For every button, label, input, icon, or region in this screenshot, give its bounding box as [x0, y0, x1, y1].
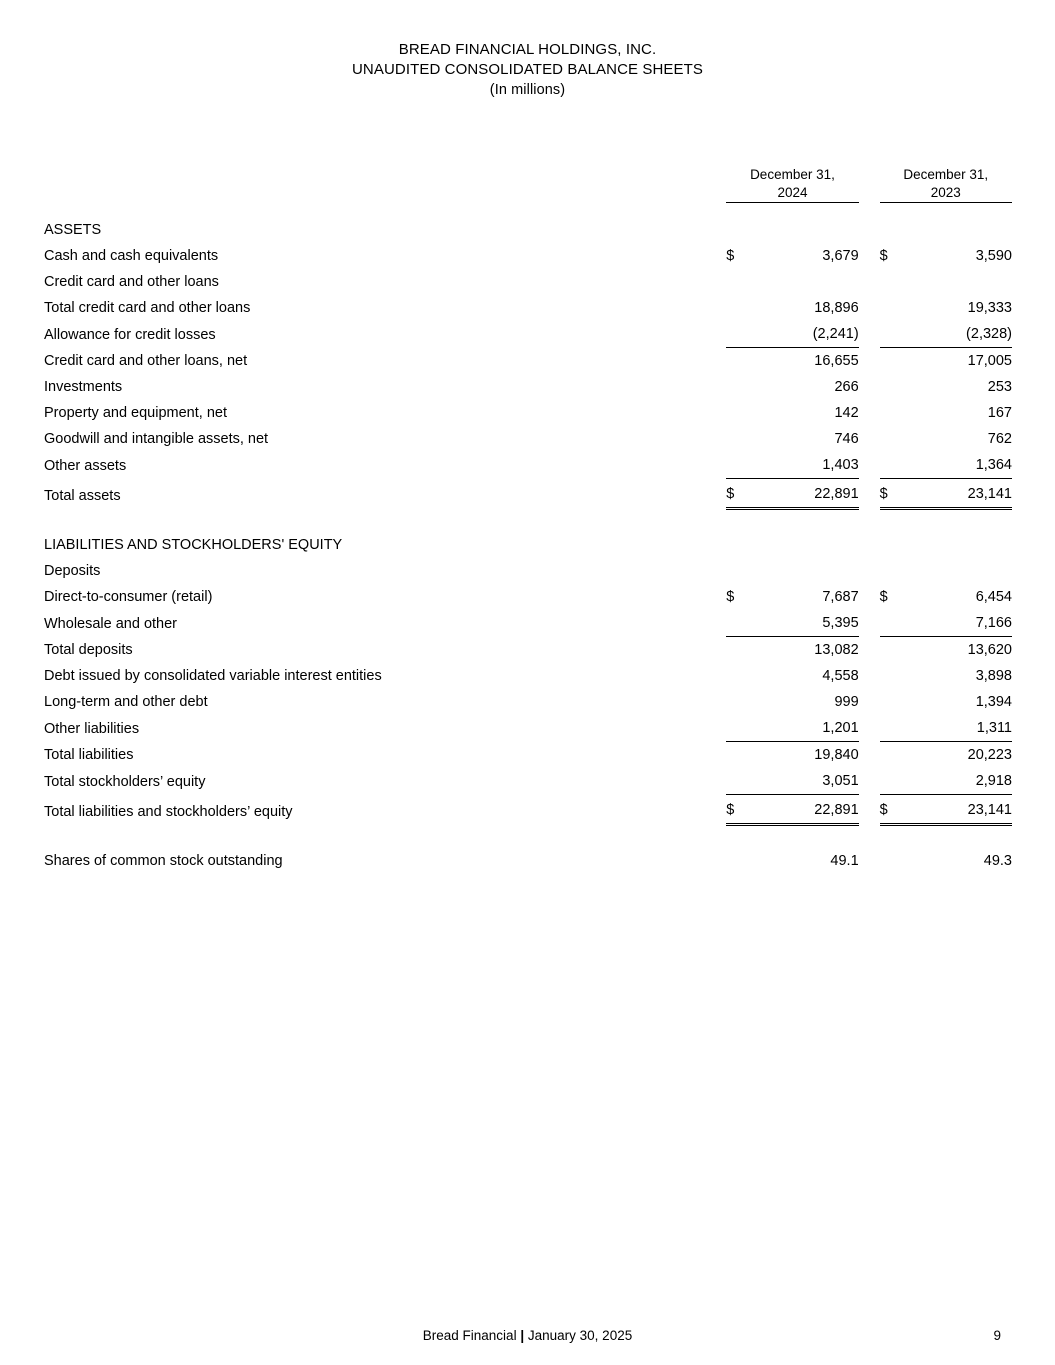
document-header [44, 40, 1011, 100]
table-row: Cash and cash equivalents $ 3,679 $ 3,590 [44, 248, 1012, 265]
units-note: (In millions) [489, 81, 566, 98]
footer-text [44, 1328, 1011, 1343]
statement-title: UNAUDITED CONSOLIDATED BALANCE SHEETS [352, 61, 703, 79]
spacer [44, 825, 1012, 849]
company-name: BREAD FINANCIAL HOLDINGS, INC. [398, 41, 657, 58]
footer-company: Bread Financial [422, 1328, 517, 1343]
table-row: Debt issued by consolidated variable interest entities 4,558 3,898 [44, 668, 1012, 685]
table-row: Credit card and other loans, net 16,655 17,005 [44, 348, 1012, 375]
table-row: Property and equipment, net 142 167 [44, 405, 1012, 422]
table-row: Wholesale and other 5,395 7,166 [44, 615, 1012, 632]
table-row: Goodwill and intangible assets, net 746 762 [44, 431, 1012, 448]
footer-date: January 30, 2025 [527, 1328, 633, 1343]
spacer [44, 509, 1012, 533]
table-row: Total deposits 13,082 13,620 [44, 637, 1012, 664]
footer-separator: | [520, 1328, 525, 1343]
column-header-2024: December 31, 2024 [750, 167, 835, 200]
section-heading-liabilities: LIABILITIES AND STOCKHOLDERS' EQUITY [44, 537, 343, 554]
table-row: Direct-to-consumer (retail) $ 7,687 $ 6,454 [44, 589, 1012, 606]
table-header-row [44, 166, 1012, 201]
table-row-shares-outstanding: Shares of common stock outstanding 49.1 49.3 [44, 853, 1012, 870]
table-row: Total credit card and other loans 18,896 19,333 [44, 300, 1012, 317]
table-row: Other liabilities 1,201 1,311 [44, 720, 1012, 737]
table-row-total-liabilities: Total liabilities 19,840 20,223 [44, 742, 1012, 769]
column-header-2023: December 31, 2023 [903, 167, 989, 200]
section-heading-assets: ASSETS [44, 222, 102, 239]
table-row: Total stockholders’ equity 3,051 2,918 [44, 773, 1012, 790]
table-row-total-liabilities-equity: Total liabilities and stockholders’ equity $ 22,891 $ 23,141 [44, 795, 1012, 825]
table-row: Allowance for credit losses (2,241) (2,328) [44, 326, 1012, 343]
table-row: Long-term and other debt 999 1,394 [44, 694, 1012, 711]
table-row: Other assets 1,403 1,364 [44, 457, 1012, 474]
spacer [44, 203, 1012, 218]
page-footer [44, 1328, 1011, 1343]
table-row: Deposits [44, 563, 101, 580]
table-row: Credit card and other loans [44, 274, 219, 291]
balance-sheet-table [44, 166, 1012, 874]
table-row-total-assets: Total assets $ 22,891 $ 23,141 [44, 479, 1012, 509]
table-row: Investments 266 253 [44, 379, 1012, 396]
page-number: 9 [993, 1328, 1001, 1343]
